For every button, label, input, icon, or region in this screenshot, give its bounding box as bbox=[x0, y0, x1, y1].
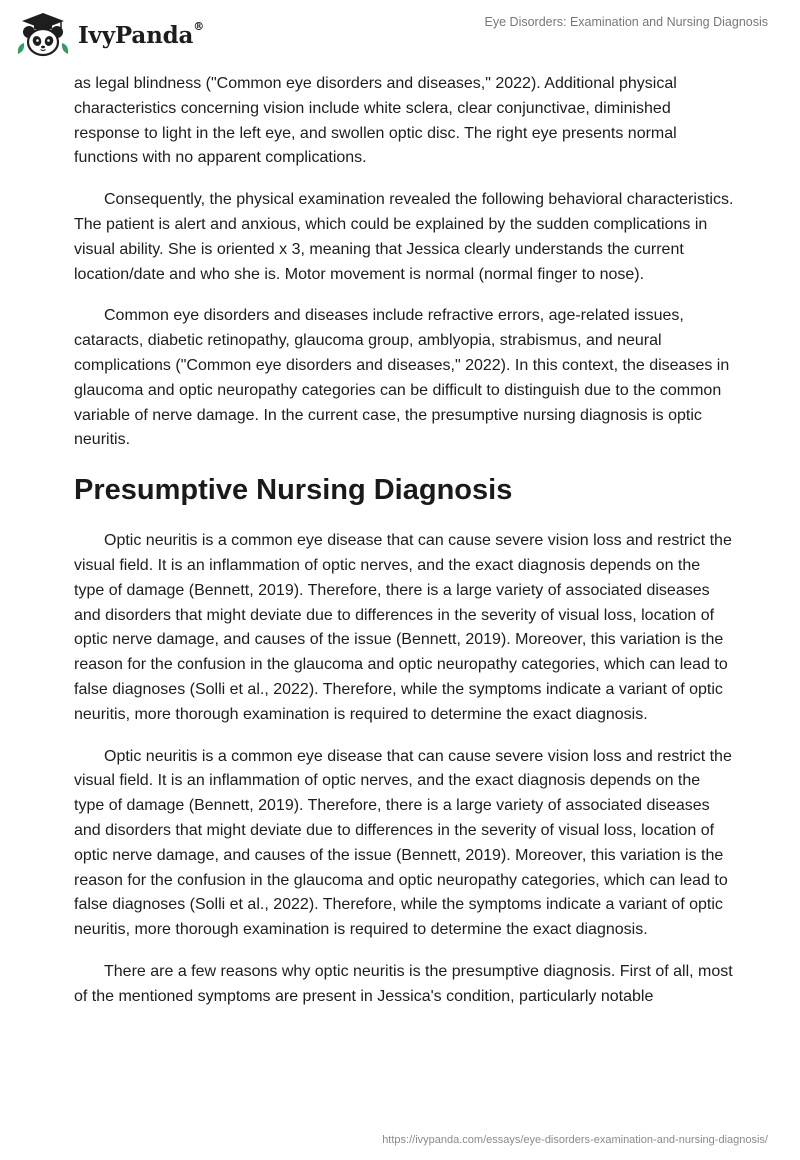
registered-mark: ® bbox=[193, 19, 204, 33]
panda-graduate-icon bbox=[14, 10, 72, 60]
brand-name: IvyPanda® bbox=[78, 19, 204, 49]
paragraph: Consequently, the physical examination revealed the following behavioral characteristics. The patient is alert and anxious, which could be explained by the sudden complications in visual ability. She is oriented x 3, meaning that Jessica clearly understands the current location/date and who she is. Motor movement is normal (normal finger to nose). bbox=[74, 191, 734, 283]
section-heading: Presumptive Nursing Diagnosis bbox=[74, 474, 513, 507]
source-url-link[interactable]: https://ivypanda.com/essays/eye-disorders-examination-and-nursing-diagnosis/ bbox=[382, 1134, 768, 1146]
ivypanda-logo[interactable] bbox=[14, 10, 204, 60]
document-title: Eye Disorders: Examination and Nursing Diagnosis bbox=[484, 15, 768, 29]
paragraph: Optic neuritis is a common eye disease that can cause severe vision loss and restrict the visual field. It is an inflammation of optic nerves, and the exact diagnosis depends on the type of damage (Bennett, 2019). Therefore, there is a large variety of associated diseases and disorders that might deviate due to differences in the severity of visual loss, location of optic nerve damage, and causes of the issue (Bennett, 2019). Moreover, this variation is the reason for the confusion in the glaucoma and optic neuropathy categories, which can lead to false diagnoses (Solli et al., 2022). Therefore, while the symptoms indicate a variant of optic neuritis, more thorough examination is required to determine the exact diagnosis. bbox=[74, 532, 732, 723]
paragraph: Common eye disorders and diseases include refractive errors, age-related issues, cataracts, diabetic retinopathy, glaucoma group, amblyopia, strabismus, and neural complications ("Common eye disorders and diseases," 2022). In this context, the diseases in glaucoma and optic neuropathy categories can be difficult to distinguish due to the common variable of nerve damage. In the current case, the presumptive nursing diagnosis is optic neuritis. bbox=[74, 307, 730, 449]
page-header bbox=[0, 0, 800, 70]
paragraph: Optic neuritis is a common eye disease that can cause severe vision loss and restrict the visual field. It is an inflammation of optic nerves, and the exact diagnosis depends on the type of damage (Bennett, 2019). Therefore, there is a large variety of associated diseases and disorders that might deviate due to differences in the severity of visual loss, location of optic nerve damage, and causes of the issue (Bennett, 2019). Moreover, this variation is the reason for the confusion in the glaucoma and optic neuropathy categories, which can lead to false diagnoses (Solli et al., 2022). Therefore, while the symptoms indicate a variant of optic neuritis, more thorough examination is required to determine the exact diagnosis. bbox=[74, 747, 732, 939]
essay-body bbox=[74, 72, 734, 1027]
paragraph: as legal blindness ("Common eye disorders and diseases," 2022). Additional physical characteristics concerning vision include white sclera, clear conjunctivae, diminished response to light in the left eye, and swollen optic disc. The right eye presents normal functions with no apparent complications. bbox=[74, 75, 677, 167]
paragraph: There are a few reasons why optic neuritis is the presumptive diagnosis. First of all, most of the mentioned symptoms are present in Jessica's condition, particularly notable bbox=[74, 962, 733, 1005]
